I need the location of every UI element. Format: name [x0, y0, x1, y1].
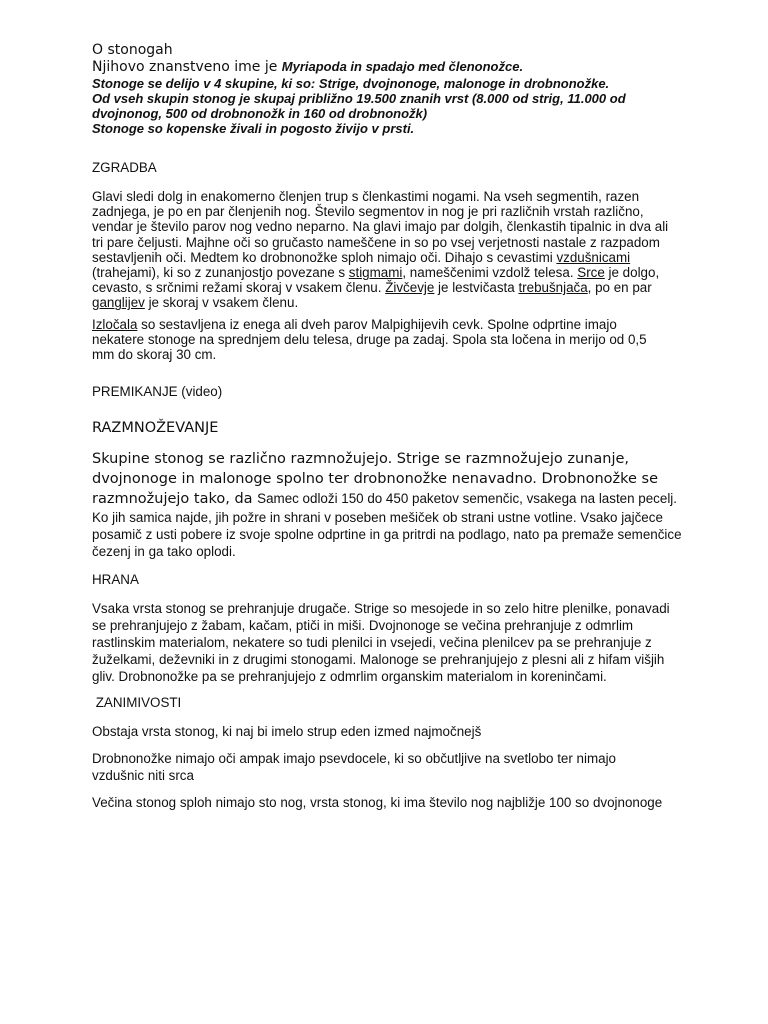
- intro-lead-text: Njihovo znanstveno ime je: [92, 59, 282, 75]
- intro-species-count: Od vseh skupin stonog je skupaj približno 19.500 znanih vrst (8.000 od strig, 11.000 od dvojnonog, 500 od drobnonožk in 160 od drobnonožk): [92, 91, 626, 121]
- razmnozevanje-heading: RAZMNOŽEVANJE: [92, 420, 219, 437]
- intro-lead-italic: Myriapoda in spadajo med členonožce.: [281, 59, 524, 74]
- intro-groups: Stonoge se delijo v 4 skupine, ki so: Strige, dvojnonoge, malonoge in drobnonožke.: [92, 76, 610, 91]
- zgradba-text-c: , nameščenimi vzdolž telesa.: [402, 265, 578, 281]
- hrana-section: [92, 572, 692, 685]
- zgradba-section: [92, 160, 692, 362]
- link-stigme[interactable]: stigmami: [348, 265, 403, 281]
- razmnozevanje-paragraph: [92, 449, 682, 560]
- hrana-paragraph: Vsaka vrsta stonog se prehranjuje drugače. Strige so mesojede in so zelo hitre plenilke, ponavadi se prehranjujejo z žabam, kačam, ptiči in miši. Dvojnonoge se večina prehranjuje z odmrlim rastlinskim materialom, nekatere so tudi plenilci in vsejedi, večina plenilcev pa se prehranjuje z žuželkami, deževniki in z drugimi stonogami. Malonoge se prehranjujejo z plesni ali z hifam višjih gliv. Drobnonožke pa se prehranjujejo z odmrlim organskim materialom in koreninčami.: [92, 601, 670, 685]
- premikanje-section: [92, 384, 692, 400]
- hrana-heading: HRANA: [92, 572, 139, 588]
- zanimivosti-section: [92, 695, 692, 811]
- zgradba-text-a: Glavi sledi dolg in enakomerno členjen trup s členkastimi nogami. Na vseh segmentih, razen zadnjega, je po en par členjenih nog. Število segmentov in nog je pri različnih vrstah različno, vendar je število parov nog vedno neparno. Na glavi imajo par dolgih, členkastih tipalnic in dva ali tri pare čeljusti. Majhne oči so gručasto nameščene in so po vsej verjetnosti nastale z razpadom sestavljenih oči. Medtem ko drobnonožke sploh nimajo oči. Dihajo s cevastimi: [92, 189, 669, 265]
- zanimivosti-heading: ZANIMIVOSTI: [92, 695, 182, 711]
- link-trebusnjaca[interactable]: trebušnjača: [518, 280, 588, 296]
- zgradba-paragraph-1: [92, 189, 680, 311]
- zgradba-text-p2: so sestavljena iz enega ali dveh parov Malpighijevih cevk. Spolne odprtine imajo nekatere stonoge na sprednjem delu telesa, druge pa zadaj. Spola sta ločena in merijo od 0,5 mm do skoraj 30 cm.: [92, 316, 647, 363]
- razmnozevanje-lead: Skupine stonog se različno razmnožujejo. Strige se razmnožujejo zunanje, dvojnonoge in malonoge spolno ter drobnonožke nenavadno. Drobnonožke se razmnožujejo tako, da: [92, 451, 659, 508]
- zanimivosti-item: Obstaja vrsta stonog, ki naj bi imelo strup eden izmed najmočnejš: [92, 724, 482, 740]
- link-zivcevje[interactable]: Živčevje: [385, 280, 435, 296]
- zgradba-heading: ZGRADBA: [92, 160, 157, 175]
- link-ganglij[interactable]: ganglijev: [92, 295, 145, 311]
- razmnozevanje-rest: Samec odloži 150 do 450 paketov semenčic, vsakega na lasten pecelj. Ko jih samica najde, jih požre in shrani v poseben mešiček ob strani ustne votline. Vsako jajčece posamič z usti pobere iz svoje spolne odprtine in ga pritrdi na podlago, nato pa premaže semenčice čezenj in ga tako oplodi.: [92, 491, 682, 560]
- link-srce[interactable]: Srce: [577, 265, 605, 281]
- intro-habitat: Stonoge so kopenske živali in pogosto živijo v prsti.: [92, 121, 415, 136]
- zanimivosti-item: Večina stonog sploh nimajo sto nog, vrsta stonog, ki ima število nog najbližje 100 so dvojnonoge: [92, 795, 663, 811]
- document-page: [92, 42, 692, 811]
- razmnozevanje-section: [92, 420, 692, 560]
- intro-section: [92, 42, 692, 136]
- zgradba-text-g: je skoraj v vsakem členu.: [144, 295, 299, 311]
- zgradba-text-d: je dolgo, cevasto, s srčnimi režami skoraj v vsakem členu.: [92, 265, 660, 296]
- link-vzdusnice[interactable]: vzdušnicami: [556, 249, 631, 265]
- zgradba-text-f: , po en par: [587, 280, 652, 296]
- document-title: O stonogah: [92, 42, 173, 58]
- premikanje-heading[interactable]: PREMIKANJE (video): [92, 384, 223, 400]
- zgradba-paragraph-2: [92, 317, 658, 363]
- zgradba-text-e: je lestvičasta: [434, 280, 519, 296]
- link-izlocala[interactable]: Izločala: [92, 316, 138, 332]
- zanimivosti-item: Drobnonožke nimajo oči ampak imajo psevdocele, ki so občutljive na svetlobo ter nimajo vzdušnic niti srca: [92, 751, 616, 784]
- zgradba-text-b: (trahejami), ki so z zunanjostjo povezane s: [92, 265, 349, 281]
- intro-lead-line: [92, 58, 692, 76]
